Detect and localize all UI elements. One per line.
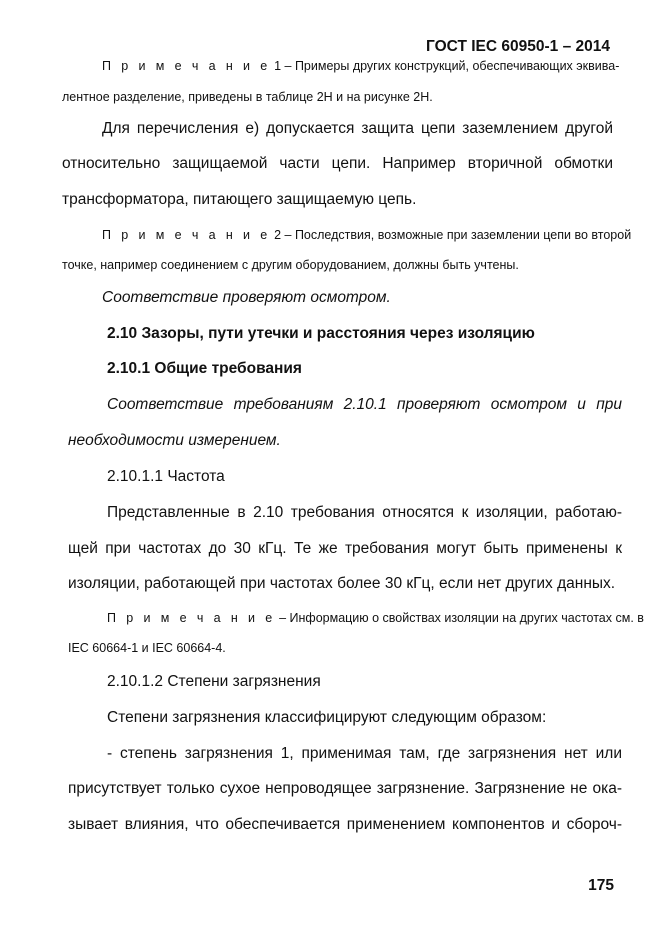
para-2-line-1: Представленные в 2.10 требования относятся к изоляции, работаю- xyxy=(107,504,622,521)
note-3-line-1 xyxy=(107,611,644,625)
para-2-line-3: изоляции, работающей при частотах более 30 кГц, если нет других данных. xyxy=(68,575,616,592)
para-3: Степени загрязнения классифицируют следующим образом: xyxy=(107,709,547,726)
section-heading-2-10: 2.10 Зазоры, пути утечки и расстояния через изоляцию xyxy=(107,325,535,342)
note-3-text: – Информацию о свойствах изоляции на других частотах см. в xyxy=(275,611,644,625)
section-heading-2-10-1-1: 2.10.1.1 Частота xyxy=(107,468,225,485)
note-1-label: П р и м е ч а н и е xyxy=(102,59,271,73)
para-4-line-2: присутствует только сухое непроводящее загрязнение. Загрязнение не ока- xyxy=(68,780,622,797)
note-3-label: П р и м е ч а н и е xyxy=(107,611,276,625)
para-4-line-3: зывает влияния, что обеспечивается применением компонентов и сбороч- xyxy=(68,816,622,833)
note-2-label: П р и м е ч а н и е xyxy=(102,228,271,242)
compliance-statement-2-line-2: необходимости измерением. xyxy=(68,432,281,449)
para-1-line-1: Для перечисления e) допускается защита цепи заземлением другой xyxy=(102,120,613,137)
note-2-line-2: точке, например соединением с другим оборудованием, должны быть учтены. xyxy=(62,258,519,272)
para-2-line-2: щей при частотах до 30 кГц. Те же требования могут быть применены к xyxy=(68,540,622,557)
para-4-line-1: - степень загрязнения 1, применимая там, где загрязнения нет или xyxy=(107,745,622,762)
document-header-title: ГОСТ IEC 60950-1 – 2014 xyxy=(426,38,610,55)
section-heading-2-10-1: 2.10.1 Общие требования xyxy=(107,360,302,377)
para-1-line-2: относительно защищаемой части цепи. Например вторичной обмотки xyxy=(62,155,613,172)
note-2-line-1 xyxy=(102,228,632,242)
note-1-line-2: лентное разделение, приведены в таблице 2H и на рисунке 2H. xyxy=(62,90,433,104)
para-1-line-3: трансформатора, питающего защищаемую цепь. xyxy=(62,191,417,208)
note-1-text: 1 – Примеры других конструкций, обеспечивающих эквива- xyxy=(270,59,620,73)
note-3-line-2: IEC 60664-1 и IEC 60664-4. xyxy=(68,641,226,655)
note-1-line-1 xyxy=(102,59,620,73)
note-2-text: 2 – Последствия, возможные при заземлении цепи во второй xyxy=(270,228,632,242)
compliance-statement-1: Соответствие проверяют осмотром. xyxy=(102,289,391,306)
page-number: 175 xyxy=(588,877,614,894)
compliance-statement-2-line-1: Соответствие требованиям 2.10.1 проверяют осмотром и при xyxy=(107,396,622,413)
section-heading-2-10-1-2: 2.10.1.2 Степени загрязнения xyxy=(107,673,321,690)
